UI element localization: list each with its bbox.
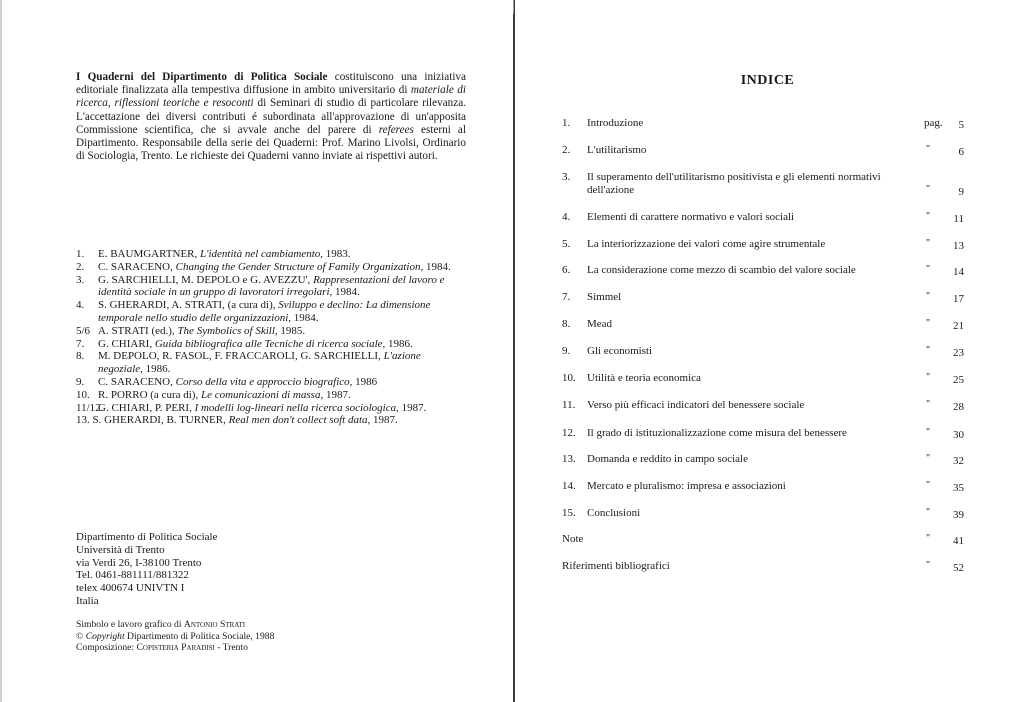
publication-item	[76, 376, 468, 389]
description-italic-1: materiale di ricerca, riflessioni teoriche e resoconti	[76, 84, 466, 110]
publication-year: , 1985.	[274, 324, 306, 337]
toc-title: L'utilitarismo	[587, 144, 647, 156]
credit-name: Antonio Strati	[183, 619, 246, 630]
department-address	[76, 531, 217, 608]
copyright-holder: Dipartimento di Politica Sociale, 1988	[124, 630, 275, 642]
publication-year: , 1984.	[288, 311, 319, 324]
description-italic-2: referees	[378, 123, 414, 136]
publication-item	[76, 338, 468, 351]
credit-label: Simbolo e lavoro grafico di	[76, 619, 184, 630]
toc-title: Il superamento dell'utilitarismo positivista e gli elementi normativi dell'azione	[587, 171, 881, 196]
toc-number: 1.	[562, 117, 571, 129]
toc-number: 10.	[562, 372, 576, 384]
toc-number: 11.	[562, 399, 576, 411]
publication-year: , 1986	[349, 375, 378, 388]
toc-number: 15.	[562, 507, 576, 519]
index-title: INDICE	[740, 73, 795, 88]
toc-title: Gli economisti	[587, 345, 653, 357]
toc-title: Elementi di carattere normativo e valori sociali	[587, 211, 795, 223]
publication-year: , 1983.	[320, 248, 351, 260]
publication-year: , 1984.	[420, 260, 451, 273]
address-line: via Verdi 26, I-38100 Trento	[76, 556, 202, 569]
publication-item	[76, 350, 468, 376]
address-line: Università di Trento	[76, 543, 165, 556]
publication-item	[76, 389, 468, 402]
page-edge-left	[0, 0, 2, 702]
toc-page-label: "	[926, 399, 931, 410]
publication-title: Sviluppo e declino: La dimensione temporale nello studio delle organizzazioni	[98, 299, 431, 324]
publication-year: , 1987.	[320, 388, 351, 401]
toc-number: 14.	[562, 480, 576, 492]
publication-title: Real men don't collect soft data	[228, 414, 368, 427]
copyright-symbol: ©	[76, 630, 84, 642]
toc-number: 13.	[562, 453, 576, 465]
toc-number: 4.	[562, 211, 571, 223]
toc-page-number: 9	[958, 186, 964, 198]
publication-title: Corso della vita e approccio biografico	[175, 375, 350, 388]
publication-number: 1.	[76, 248, 85, 260]
publication-number: 10.	[76, 388, 90, 401]
toc-page-number: 35	[953, 482, 964, 494]
credit-name: Copisteria Paradisi	[136, 642, 215, 653]
toc-title: Utilità e teoria economica	[587, 372, 701, 384]
toc-page-number: 30	[953, 429, 964, 441]
credit-graphics	[76, 619, 274, 631]
publication-year: , 1987.	[367, 414, 398, 427]
toc-title: Riferimenti bibliografici	[562, 560, 670, 572]
publication-number: 9.	[76, 375, 85, 388]
publication-list	[76, 248, 468, 427]
publication-authors: M. DEPOLO, R. FASOL, F. FRACCAROLI, G. SARCHIELLI,	[98, 350, 384, 363]
publication-number: 2.	[76, 260, 85, 273]
publication-authors: A. STRATI (ed.),	[98, 324, 178, 337]
series-name: I Quaderni del Dipartimento di Politica Sociale	[76, 71, 328, 83]
publication-year: , 1987.	[396, 401, 427, 414]
toc-page-label: "	[926, 533, 931, 544]
toc-page-label: "	[926, 211, 931, 222]
publication-item	[76, 274, 468, 300]
toc-page-number: 17	[953, 293, 964, 305]
toc-page-number: 11	[953, 213, 964, 225]
toc-page-label: "	[926, 184, 931, 195]
toc-title: Conclusioni	[587, 507, 641, 519]
toc-title: La considerazione come mezzo di scambio del valore sociale	[587, 264, 856, 276]
description-text-2: di Seminari di studio di particolare rilevanza. L'accettazione dei diversi contributi é subordinata all'approvazione di un'apposita Commissione scientifica, che si avvale anche del parere di	[76, 97, 466, 136]
publication-title: Guida bibliografica alle Tecniche di ricerca sociale	[154, 337, 383, 350]
toc-number: 2.	[562, 144, 571, 156]
publication-number: 8.	[76, 350, 85, 363]
page-gutter-top	[513, 0, 514, 14]
toc-page-label: "	[926, 238, 931, 249]
toc-page-label: "	[926, 560, 931, 571]
toc-page-number: 28	[953, 401, 964, 413]
publication-number: 4.	[76, 299, 85, 312]
toc-page-number: 13	[953, 240, 964, 252]
toc-number: 6.	[562, 264, 571, 276]
toc-page-label: "	[926, 345, 931, 356]
toc-page-number: 25	[953, 374, 964, 386]
publication-authors: R. PORRO (a cura di),	[98, 388, 201, 401]
publication-authors: G. CHIARI, P. PERI,	[98, 401, 195, 414]
publication-title: The Symbolics of Skill	[177, 324, 275, 337]
credit-composition	[76, 642, 274, 654]
publication-year: , 1986.	[140, 363, 171, 376]
toc-page-label: "	[926, 427, 931, 438]
publication-title: Le comunicazioni di massa	[200, 388, 321, 401]
toc-number: 5.	[562, 238, 571, 250]
toc-title: Verso più efficaci indicatori del benessere sociale	[587, 399, 805, 411]
toc-page-number: 21	[953, 320, 964, 332]
toc-number: 12.	[562, 427, 576, 439]
toc-page-number: 5	[958, 119, 964, 131]
toc-title: Mead	[587, 318, 613, 330]
publication-title: L'azione negoziale	[98, 350, 421, 376]
publication-authors: G. SARCHIELLI, M. DEPOLO e G. AVEZZU',	[98, 273, 314, 286]
credit-label: Composizione:	[76, 642, 137, 653]
toc-title: Il grado di istituzionalizzazione come misura del benessere	[587, 427, 847, 439]
address-line: telex 400674 UNIVTN I	[76, 582, 185, 595]
publication-title: Changing the Gender Structure of Family Organization	[175, 260, 421, 273]
toc-number: 7.	[562, 291, 571, 303]
publication-number: 7.	[76, 337, 85, 350]
page-gutter	[513, 0, 515, 702]
toc-page-label: "	[926, 372, 931, 383]
publication-number: 11/12.	[76, 401, 104, 414]
publication-year: , 1984.	[329, 286, 360, 299]
publication-authors: C. SARACENO,	[98, 260, 176, 273]
toc-title: Simmel	[587, 291, 622, 303]
address-line: Italia	[76, 594, 99, 607]
publication-item	[76, 325, 468, 338]
toc-number: 8.	[562, 318, 571, 330]
address-line: Dipartimento di Politica Sociale	[76, 531, 218, 543]
credit-place: - Trento	[214, 642, 248, 653]
publication-title: Rappresentazioni del lavoro e identità sociale in un gruppo di lavoratori irregolari	[98, 273, 445, 299]
toc-title: La interiorizzazione dei valori come agire strumentale	[587, 238, 826, 250]
toc-page-label: pag.	[924, 117, 943, 129]
publication-authors: E. BAUMGARTNER,	[98, 248, 201, 260]
toc-page-number: 39	[953, 509, 964, 521]
description-text-3: esterni al Dipartimento. Responsabile della serie dei Quaderni: Prof. Marino Livolsi, Ordinario di Sociologia, Trento. Le richieste dei Quaderni vanno inviate ai rispettivi autori.	[76, 123, 466, 163]
publication-item	[76, 261, 468, 274]
address-line: Tel. 0461-881111/881322	[76, 569, 189, 582]
credit-copyright	[76, 631, 274, 643]
publication-authors: G. CHIARI,	[98, 337, 155, 350]
publication-number: 13.	[76, 414, 90, 427]
toc-page-label: "	[926, 318, 931, 329]
toc-title: Introduzione	[587, 117, 644, 129]
publication-item	[76, 299, 468, 325]
toc-page-label: "	[926, 264, 931, 275]
toc-page-label: "	[926, 480, 931, 491]
toc-number: 3.	[562, 171, 571, 183]
toc-page-number: 14	[953, 266, 964, 278]
toc-page-number: 52	[953, 562, 964, 574]
toc-page-number: 6	[958, 146, 964, 158]
toc-page-label: "	[926, 144, 931, 155]
toc-page-number: 23	[953, 347, 964, 359]
description-text-1: costituiscono una iniziativa editoriale finalizzata alla tempestiva diffusione in ambito universitario di	[76, 71, 466, 97]
publication-year: , 1986.	[382, 337, 413, 350]
colophon	[76, 619, 274, 654]
toc-page-label: "	[926, 453, 931, 464]
toc-title: Note	[562, 533, 584, 545]
publication-authors: S. GHERARDI, A. STRATI, (a cura di),	[98, 299, 279, 312]
publication-item	[76, 402, 468, 415]
toc-page-label: "	[926, 507, 931, 518]
toc-page-number: 41	[953, 535, 964, 547]
publication-title: L'identità nel cambiamento	[200, 248, 321, 260]
publication-authors: S. GHERARDI, B. TURNER,	[92, 414, 229, 427]
toc-page-number: 32	[953, 455, 964, 467]
publication-item	[76, 414, 468, 427]
toc-title: Domanda e reddito in campo sociale	[587, 453, 748, 465]
toc-number: 9.	[562, 345, 571, 357]
toc-title: Mercato e pluralismo: impresa e associazioni	[587, 480, 786, 492]
series-description	[76, 71, 466, 163]
publication-title: I modelli log-lineari nella ricerca sociologica	[194, 401, 397, 414]
copyright-word: Copyright	[85, 630, 125, 642]
publication-authors: C. SARACENO,	[98, 375, 176, 388]
publication-number: 5/6	[76, 324, 91, 337]
publication-item	[76, 248, 468, 261]
publication-number: 3.	[76, 273, 85, 286]
toc-page-label: "	[926, 291, 931, 302]
